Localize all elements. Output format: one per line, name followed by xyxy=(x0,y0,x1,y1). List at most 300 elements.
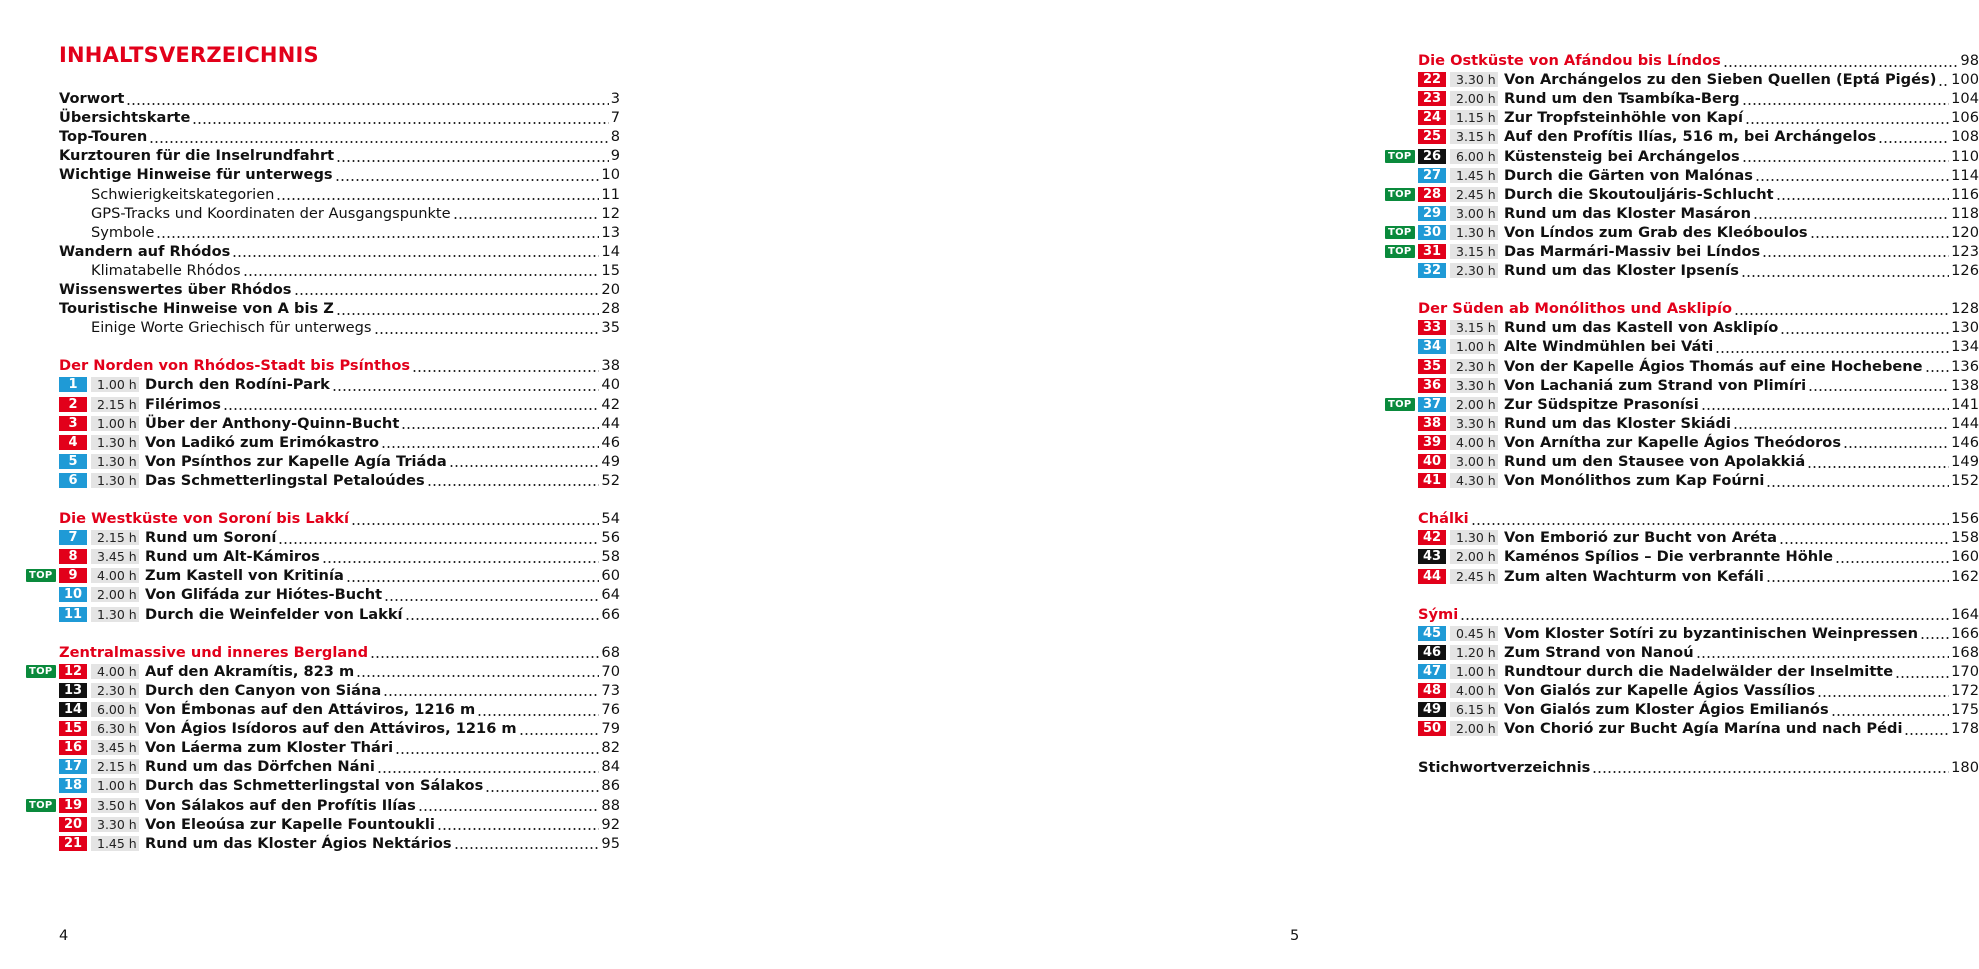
dot-leader xyxy=(1843,435,1949,449)
tour-number-badge: 16 xyxy=(59,740,87,755)
toc-tour-entry[interactable] xyxy=(1385,185,1979,204)
toc-tour-entry[interactable] xyxy=(1385,528,1979,547)
entry-page-number: 126 xyxy=(1951,262,1979,280)
tour-duration: 3.30 h xyxy=(1450,416,1498,431)
tour-duration: 4.00 h xyxy=(91,568,139,583)
entry-page-number: 60 xyxy=(601,567,620,585)
toc-tour-entry[interactable] xyxy=(26,566,620,585)
entry-label: Zum Kastell von Kritinía xyxy=(145,567,344,585)
toc-tour-entry[interactable] xyxy=(26,414,620,433)
tour-number-badge: 47 xyxy=(1418,664,1446,679)
toc-tour-entry[interactable] xyxy=(26,681,620,700)
dot-leader xyxy=(149,130,608,144)
entry-page-number: 64 xyxy=(601,586,620,604)
tour-duration: 2.00 h xyxy=(1450,397,1498,412)
toc-tour-entry[interactable] xyxy=(26,834,620,853)
entry-page-number: 106 xyxy=(1951,109,1979,127)
toc-tour-entry[interactable] xyxy=(1385,433,1979,452)
toc-left-column xyxy=(26,89,620,853)
dot-leader xyxy=(412,359,599,373)
tour-duration: 3.30 h xyxy=(91,817,139,832)
tour-duration: 3.30 h xyxy=(1450,72,1498,87)
entry-label: Zur Südspitze Prasonísi xyxy=(1504,395,1699,413)
top-badge-slot xyxy=(1385,245,1418,258)
entry-page-number: 52 xyxy=(601,471,620,489)
entry-label: Das Marmári-Massiv bei Líndos xyxy=(1504,242,1761,260)
entry-label: Auf den Akramítis, 823 m xyxy=(145,662,355,680)
dot-leader xyxy=(449,454,600,468)
entry-page-number: 35 xyxy=(601,319,620,337)
tour-duration: 2.30 h xyxy=(91,683,139,698)
entry-label: Von Chorió zur Bucht Agía Marína und nach Pédi xyxy=(1504,720,1903,738)
top-tour-badge: TOP xyxy=(1385,150,1415,163)
dot-leader xyxy=(485,779,599,793)
toc-tour-entry[interactable] xyxy=(1385,395,1979,414)
tour-duration: 1.30 h xyxy=(91,473,139,488)
entry-label: Rund um Alt-Kámiros xyxy=(145,548,320,566)
top-tour-badge: TOP xyxy=(1385,245,1415,258)
tour-duration: 3.00 h xyxy=(1450,206,1498,221)
tour-duration: 3.15 h xyxy=(1450,244,1498,259)
entry-label: Durch den Rodíni-Park xyxy=(145,376,330,394)
entry-page-number: 178 xyxy=(1951,720,1979,738)
entry-page-number: 86 xyxy=(601,777,620,795)
entry-label: Rund um den Tsambíka-Berg xyxy=(1504,90,1740,108)
tour-duration: 2.15 h xyxy=(91,759,139,774)
entry-label: Das Schmetterlingstal Petaloúdes xyxy=(145,471,425,489)
toc-section-heading[interactable] xyxy=(1385,509,1979,528)
entry-page-number: 136 xyxy=(1951,357,1979,375)
dot-leader xyxy=(1701,397,1949,411)
tour-number-badge: 7 xyxy=(59,530,87,545)
toc-tour-entry[interactable] xyxy=(1385,681,1979,700)
toc-entry[interactable] xyxy=(26,165,620,184)
toc-tour-entry[interactable] xyxy=(1385,567,1979,586)
entry-label: Von Láerma zum Kloster Thári xyxy=(145,739,394,757)
entry-page-number: 28 xyxy=(601,300,620,318)
tour-duration: 4.30 h xyxy=(1450,473,1498,488)
toc-section-heading[interactable] xyxy=(26,643,620,662)
tour-number-badge: 48 xyxy=(1418,683,1446,698)
entry-page-number: 116 xyxy=(1951,185,1979,203)
toc-tour-entry[interactable] xyxy=(1385,261,1979,280)
tour-duration: 3.50 h xyxy=(91,798,139,813)
top-tour-badge: TOP xyxy=(1385,398,1415,411)
entry-page-number: 88 xyxy=(601,796,620,814)
dot-leader xyxy=(395,741,599,755)
toc-tour-entry[interactable] xyxy=(1385,643,1979,662)
dot-leader xyxy=(223,397,599,411)
entry-page-number: 9 xyxy=(610,147,620,165)
tour-number-badge: 30 xyxy=(1418,225,1446,240)
toc-tour-entry[interactable] xyxy=(26,700,620,719)
toc-tour-entry[interactable] xyxy=(26,528,620,547)
tour-duration: 3.15 h xyxy=(1450,129,1498,144)
entry-label: Über der Anthony-Quinn-Bucht xyxy=(145,414,400,432)
entry-label: Die Ostküste von Afándou bis Líndos xyxy=(1418,52,1721,70)
right-page xyxy=(680,0,1979,969)
tour-number-badge: 31 xyxy=(1418,244,1446,259)
tour-duration: 3.15 h xyxy=(1450,320,1498,335)
tour-duration: 1.00 h xyxy=(91,416,139,431)
tour-number-badge: 25 xyxy=(1418,129,1446,144)
entry-label: Rund um das Kastell von Asklipío xyxy=(1504,319,1779,337)
tour-duration: 1.45 h xyxy=(1450,168,1498,183)
tour-number-badge: 23 xyxy=(1418,91,1446,106)
toc-tour-entry[interactable] xyxy=(26,395,620,414)
tour-number-badge: 18 xyxy=(59,778,87,793)
entry-label: Vorwort xyxy=(59,90,125,108)
entry-label: Von Emborió zur Bucht von Aréta xyxy=(1504,529,1777,547)
dot-leader xyxy=(335,168,600,182)
dot-leader xyxy=(1776,187,1950,201)
dot-leader xyxy=(1807,455,1949,469)
entry-page-number: 42 xyxy=(601,395,620,413)
entry-label: Kurztouren für die Inselrundfahrt xyxy=(59,147,335,165)
entry-label: Von Émbonas auf den Attáviros, 1216 m xyxy=(145,701,476,719)
tour-number-badge: 49 xyxy=(1418,702,1446,717)
dot-leader xyxy=(1766,474,1949,488)
toc-tour-entry[interactable] xyxy=(1385,414,1979,433)
tour-duration: 1.20 h xyxy=(1450,645,1498,660)
entry-label: Zentralmassive und inneres Bergland xyxy=(59,643,369,661)
toc-section-heading[interactable] xyxy=(1385,605,1979,624)
tour-number-badge: 40 xyxy=(1418,454,1446,469)
tour-number-badge: 41 xyxy=(1418,473,1446,488)
toc-tour-entry[interactable] xyxy=(26,585,620,604)
dot-leader xyxy=(1831,703,1950,717)
entry-page-number: 130 xyxy=(1951,319,1979,337)
tour-duration: 3.00 h xyxy=(1450,454,1498,469)
toc-tour-entry[interactable] xyxy=(26,662,620,681)
toc-tour-entry[interactable] xyxy=(1385,108,1979,127)
tour-number-badge: 15 xyxy=(59,721,87,736)
entry-label: Alte Windmühlen bei Váti xyxy=(1504,338,1714,356)
entry-page-number: 166 xyxy=(1951,624,1979,642)
tour-duration: 2.00 h xyxy=(91,587,139,602)
toc-tour-entry[interactable] xyxy=(26,605,620,624)
toc-tour-entry[interactable] xyxy=(26,719,620,738)
entry-label: Top-Touren xyxy=(59,128,148,146)
toc-tour-entry[interactable] xyxy=(1385,471,1979,490)
entry-label: Der Norden von Rhódos-Stadt bis Psínthos xyxy=(59,357,411,375)
entry-label: Der Süden ab Monólithos und Asklipío xyxy=(1418,300,1732,318)
entry-page-number: 54 xyxy=(601,510,620,528)
entry-page-number: 84 xyxy=(601,758,620,776)
entry-page-number: 104 xyxy=(1951,90,1979,108)
tour-duration: 2.15 h xyxy=(91,530,139,545)
entry-page-number: 146 xyxy=(1951,433,1979,451)
dot-leader xyxy=(1715,340,1949,354)
toc-tour-entry[interactable] xyxy=(1385,127,1979,146)
entry-page-number: 82 xyxy=(601,739,620,757)
toc-tour-entry[interactable] xyxy=(1385,662,1979,681)
entry-page-number: 58 xyxy=(601,548,620,566)
toc-entry[interactable] xyxy=(26,89,620,108)
tour-duration: 6.00 h xyxy=(91,702,139,717)
toc-tour-entry[interactable] xyxy=(1385,624,1979,643)
tour-number-badge: 45 xyxy=(1418,626,1446,641)
tour-duration: 2.30 h xyxy=(1450,359,1498,374)
tour-number-badge: 20 xyxy=(59,817,87,832)
entry-page-number: 3 xyxy=(610,90,620,108)
dot-leader xyxy=(276,187,599,201)
entry-label: Übersichtskarte xyxy=(59,109,191,127)
entry-page-number: 40 xyxy=(601,376,620,394)
entry-label: Symbole xyxy=(91,223,155,241)
entry-label: Einige Worte Griechisch für unterwegs xyxy=(91,319,372,337)
top-badge-slot xyxy=(1385,226,1418,239)
entry-label: Rund um das Kloster Skiádi xyxy=(1504,414,1731,432)
toc-tour-entry[interactable] xyxy=(26,375,620,394)
toc-tour-entry[interactable] xyxy=(1385,89,1979,108)
dot-leader xyxy=(477,703,599,717)
toc-entry[interactable] xyxy=(26,184,620,203)
entry-label: Von Ladikó zum Erimókastro xyxy=(145,433,380,451)
entry-label: Stichwortverzeichnis xyxy=(1418,758,1591,776)
toc-section-heading[interactable] xyxy=(26,356,620,375)
entry-label: Die Westküste von Soroní bis Lakkí xyxy=(59,510,349,528)
toc-tour-entry[interactable] xyxy=(26,452,620,471)
entry-page-number: 108 xyxy=(1951,128,1979,146)
entry-page-number: 44 xyxy=(601,414,620,432)
top-badge-slot xyxy=(26,569,59,582)
entry-page-number: 73 xyxy=(601,681,620,699)
toc-tour-entry[interactable] xyxy=(26,471,620,490)
dot-leader xyxy=(519,722,600,736)
toc-entry[interactable] xyxy=(26,318,620,337)
dot-leader xyxy=(1904,722,1949,736)
entry-label: Klimatabelle Rhódos xyxy=(91,261,241,279)
toc-entry[interactable] xyxy=(1385,757,1979,776)
dot-leader xyxy=(232,244,599,258)
tour-number-badge: 42 xyxy=(1418,530,1446,545)
toc-entry[interactable] xyxy=(26,242,620,261)
toc-tour-entry[interactable] xyxy=(1385,357,1979,376)
toc-tour-entry[interactable] xyxy=(1385,700,1979,719)
toc-tour-entry[interactable] xyxy=(26,815,620,834)
top-tour-badge: TOP xyxy=(1385,226,1415,239)
toc-tour-entry[interactable] xyxy=(1385,719,1979,738)
tour-number-badge: 35 xyxy=(1418,359,1446,374)
tour-duration: 1.30 h xyxy=(1450,225,1498,240)
tour-number-badge: 44 xyxy=(1418,569,1446,584)
entry-label: Von Arnítha zur Kapelle Ágios Theódoros xyxy=(1504,433,1842,451)
entry-label: Von Sálakos auf den Profítis Ilías xyxy=(145,796,416,814)
entry-page-number: 56 xyxy=(601,529,620,547)
tour-duration: 2.45 h xyxy=(1450,569,1498,584)
dot-leader xyxy=(1762,244,1949,258)
entry-label: Von Gialós zum Kloster Ágios Emilianós xyxy=(1504,701,1829,719)
toc-tour-entry[interactable] xyxy=(1385,452,1979,471)
entry-page-number: 92 xyxy=(601,815,620,833)
tour-number-badge: 37 xyxy=(1418,397,1446,412)
toc-tour-entry[interactable] xyxy=(1385,242,1979,261)
entry-page-number: 10 xyxy=(601,166,620,184)
dot-leader xyxy=(1741,264,1949,278)
entry-label: Auf den Profítis Ilías, 516 m, bei Archángelos xyxy=(1504,128,1877,146)
dot-leader xyxy=(192,111,608,125)
top-tour-badge: TOP xyxy=(1385,188,1415,201)
entry-label: Wichtige Hinweise für unterwegs xyxy=(59,166,333,184)
dot-leader xyxy=(427,473,600,487)
tour-duration: 2.45 h xyxy=(1450,187,1498,202)
tour-number-badge: 12 xyxy=(59,664,87,679)
dot-leader xyxy=(453,206,600,220)
entry-page-number: 70 xyxy=(601,662,620,680)
tour-duration: 2.00 h xyxy=(1450,91,1498,106)
toc-tour-entry[interactable] xyxy=(26,795,620,814)
entry-label: Rund um den Stausee von Apolakkiá xyxy=(1504,453,1806,471)
dot-leader xyxy=(1742,92,1950,106)
toc-tour-entry[interactable] xyxy=(1385,204,1979,223)
entry-label: Von Monólithos zum Kap Foúrni xyxy=(1504,472,1765,490)
dot-leader xyxy=(294,282,600,296)
entry-label: Chálki xyxy=(1418,510,1469,528)
entry-page-number: 128 xyxy=(1951,300,1979,318)
toc-entry[interactable] xyxy=(26,146,620,165)
toc-tour-entry[interactable] xyxy=(26,433,620,452)
dot-leader xyxy=(1920,626,1949,640)
entry-page-number: 160 xyxy=(1951,548,1979,566)
toc-tour-entry[interactable] xyxy=(26,757,620,776)
toc-tour-entry[interactable] xyxy=(1385,146,1979,165)
tour-duration: 6.15 h xyxy=(1450,702,1498,717)
dot-leader xyxy=(437,817,600,831)
toc-tour-entry[interactable] xyxy=(1385,166,1979,185)
entry-page-number: 134 xyxy=(1951,338,1979,356)
entry-page-number: 149 xyxy=(1951,453,1979,471)
entry-page-number: 38 xyxy=(601,357,620,375)
toc-tour-entry[interactable] xyxy=(1385,223,1979,242)
entry-label: Von Gialós zur Kapelle Ágios Vassílios xyxy=(1504,682,1816,700)
dot-leader xyxy=(336,302,600,316)
entry-page-number: 8 xyxy=(610,128,620,146)
tour-number-badge: 1 xyxy=(59,377,87,392)
entry-page-number: 20 xyxy=(601,280,620,298)
entry-page-number: 180 xyxy=(1951,758,1979,776)
tour-number-badge: 24 xyxy=(1418,110,1446,125)
toc-entry[interactable] xyxy=(26,299,620,318)
entry-label: Zum alten Wachturm von Kefáli xyxy=(1504,567,1764,585)
top-badge-slot xyxy=(1385,188,1418,201)
entry-page-number: 152 xyxy=(1951,472,1979,490)
tour-number-badge: 26 xyxy=(1418,149,1446,164)
dot-leader xyxy=(1742,149,1949,163)
dot-leader xyxy=(332,378,600,392)
entry-label: Durch die Skoutouljáris-Schlucht xyxy=(1504,185,1774,203)
tour-duration: 3.45 h xyxy=(91,549,139,564)
dot-leader xyxy=(1938,73,1949,87)
top-tour-badge: TOP xyxy=(26,799,56,812)
dot-leader xyxy=(381,435,599,449)
dot-leader xyxy=(1808,378,1949,392)
toc-entry[interactable] xyxy=(26,280,620,299)
entry-label: Rund um das Kloster Masáron xyxy=(1504,204,1751,222)
tour-number-badge: 29 xyxy=(1418,206,1446,221)
page-title: INHALTSVERZEICHNIS xyxy=(59,43,319,67)
toc-section-heading[interactable] xyxy=(26,509,620,528)
toc-tour-entry[interactable] xyxy=(26,547,620,566)
toc-entry[interactable] xyxy=(26,127,620,146)
tour-number-badge: 39 xyxy=(1418,435,1446,450)
toc-tour-entry[interactable] xyxy=(1385,337,1979,356)
tour-duration: 1.30 h xyxy=(91,435,139,450)
entry-label: Vom Kloster Sotíri zu byzantinischen Weinpressen xyxy=(1504,624,1918,642)
dot-leader xyxy=(322,550,600,564)
entry-label: Zum Strand von Nanoú xyxy=(1504,643,1694,661)
tour-number-badge: 19 xyxy=(59,798,87,813)
toc-tour-entry[interactable] xyxy=(1385,547,1979,566)
toc-entry[interactable] xyxy=(26,223,620,242)
toc-tour-entry[interactable] xyxy=(1385,318,1979,337)
toc-section-heading[interactable] xyxy=(1385,299,1979,318)
entry-page-number: 13 xyxy=(601,223,620,241)
entry-page-number: 144 xyxy=(1951,414,1979,432)
toc-entry[interactable] xyxy=(26,204,620,223)
tour-number-badge: 33 xyxy=(1418,320,1446,335)
tour-number-badge: 6 xyxy=(59,473,87,488)
entry-label: Wandern auf Rhódos xyxy=(59,242,231,260)
dot-leader xyxy=(351,512,599,526)
toc-tour-entry[interactable] xyxy=(26,776,620,795)
tour-duration: 2.00 h xyxy=(1450,549,1498,564)
dot-leader xyxy=(1592,760,1949,774)
dot-leader xyxy=(278,531,599,545)
tour-duration: 1.30 h xyxy=(1450,530,1498,545)
entry-page-number: 123 xyxy=(1951,242,1979,260)
entry-label: Von Líndos zum Grab des Kleóboulos xyxy=(1504,223,1808,241)
toc-section-heading[interactable] xyxy=(1385,51,1979,70)
dot-leader xyxy=(384,588,599,602)
entry-page-number: 76 xyxy=(601,701,620,719)
tour-number-badge: 43 xyxy=(1418,549,1446,564)
toc-entry[interactable] xyxy=(26,108,620,127)
dot-leader xyxy=(1745,111,1949,125)
tour-duration: 3.45 h xyxy=(91,740,139,755)
toc-entry[interactable] xyxy=(26,261,620,280)
dot-leader xyxy=(1780,321,1949,335)
entry-page-number: 175 xyxy=(1951,701,1979,719)
entry-page-number: 68 xyxy=(601,643,620,661)
dot-leader xyxy=(356,664,599,678)
entry-label: Filérimos xyxy=(145,395,221,413)
toc-tour-entry[interactable] xyxy=(1385,70,1979,89)
entry-page-number: 118 xyxy=(1951,204,1979,222)
tour-number-badge: 9 xyxy=(59,568,87,583)
toc-tour-entry[interactable] xyxy=(26,738,620,757)
toc-tour-entry[interactable] xyxy=(1385,376,1979,395)
entry-page-number: 114 xyxy=(1951,166,1979,184)
dot-leader xyxy=(1753,206,1949,220)
entry-label: Von der Kapelle Ágios Thomás auf eine Hochebene xyxy=(1504,357,1923,375)
dot-leader xyxy=(1810,225,1950,239)
entry-page-number: 95 xyxy=(601,834,620,852)
tour-number-badge: 21 xyxy=(59,836,87,851)
entry-label: Wissenswertes über Rhódos xyxy=(59,280,292,298)
entry-page-number: 100 xyxy=(1951,71,1979,89)
entry-label: Rund um das Dörfchen Náni xyxy=(145,758,375,776)
entry-label: Durch die Gärten von Malónas xyxy=(1504,166,1753,184)
tour-duration: 3.30 h xyxy=(1450,378,1498,393)
entry-page-number: 11 xyxy=(601,185,620,203)
entry-label: Schwierigkeitskategorien xyxy=(91,185,275,203)
entry-label: Küstensteig bei Archángelos xyxy=(1504,147,1740,165)
dot-leader xyxy=(156,225,599,239)
dot-leader xyxy=(1696,645,1950,659)
entry-label: Touristische Hinweise von A bis Z xyxy=(59,300,334,318)
tour-duration: 1.00 h xyxy=(91,377,139,392)
